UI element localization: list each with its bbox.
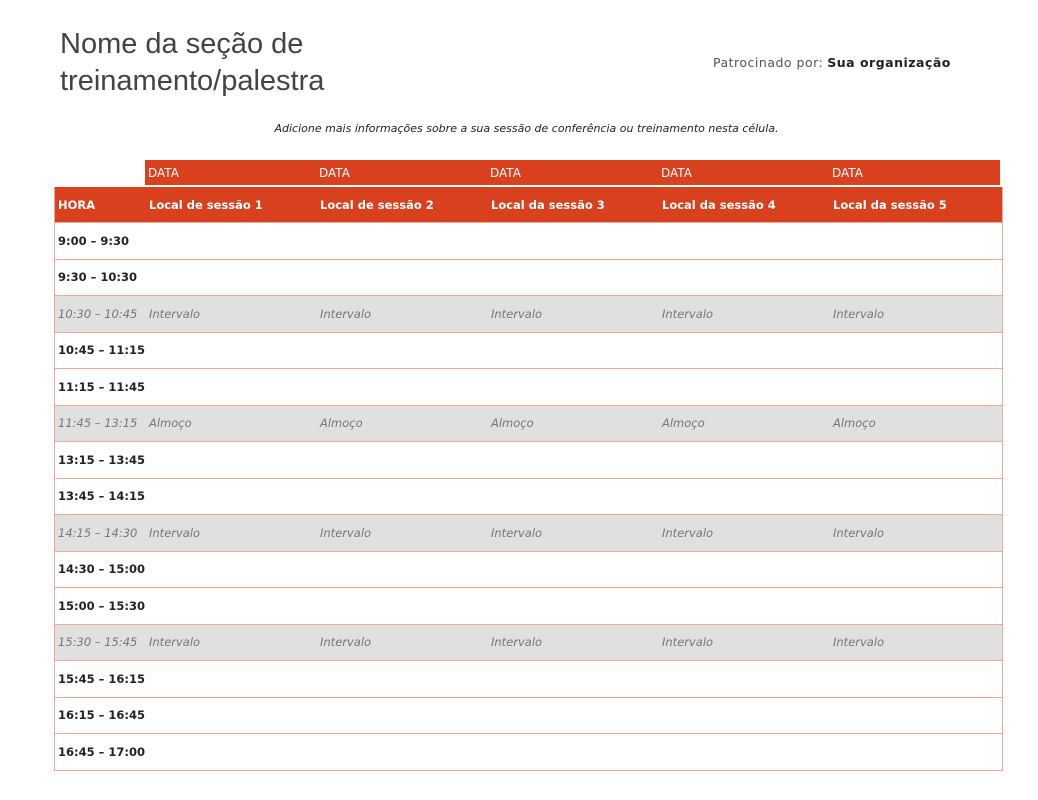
date-cell[interactable]: DATA bbox=[319, 166, 350, 180]
table-row bbox=[55, 660, 1002, 697]
time-cell[interactable]: 15:30 – 15:45 bbox=[58, 635, 138, 650]
session-cell[interactable]: Almoço bbox=[491, 416, 534, 431]
table-row bbox=[55, 332, 1002, 369]
session-cell[interactable]: Almoço bbox=[833, 416, 876, 431]
sponsor bbox=[713, 55, 951, 70]
time-cell[interactable]: 14:15 – 14:30 bbox=[58, 525, 138, 540]
header-location[interactable]: Local da sessão 5 bbox=[833, 197, 947, 212]
table-row bbox=[55, 441, 1002, 478]
time-cell[interactable]: 13:45 – 14:15 bbox=[58, 489, 145, 504]
header-row bbox=[55, 187, 1002, 222]
time-cell[interactable]: 13:15 – 13:45 bbox=[58, 452, 145, 467]
session-cell[interactable]: Intervalo bbox=[320, 635, 372, 650]
time-cell[interactable]: 11:15 – 11:45 bbox=[58, 379, 145, 394]
table-row bbox=[55, 368, 1002, 405]
table-row bbox=[55, 259, 1002, 296]
time-cell[interactable]: 10:45 – 11:15 bbox=[58, 343, 145, 358]
time-cell[interactable]: 11:45 – 13:15 bbox=[58, 416, 138, 431]
session-cell[interactable]: Intervalo bbox=[320, 525, 372, 540]
table-row bbox=[55, 478, 1002, 515]
date-row bbox=[145, 160, 1000, 185]
table-row bbox=[55, 222, 1002, 259]
session-cell[interactable]: Intervalo bbox=[662, 306, 714, 321]
header-location[interactable]: Local da sessão 4 bbox=[662, 197, 776, 212]
table-row bbox=[55, 733, 1002, 770]
time-cell[interactable]: 16:45 – 17:00 bbox=[58, 744, 145, 759]
time-cell[interactable]: 15:00 – 15:30 bbox=[58, 598, 145, 613]
time-cell[interactable]: 9:30 – 10:30 bbox=[58, 270, 137, 285]
table-row bbox=[55, 405, 1002, 442]
session-cell[interactable]: Almoço bbox=[662, 416, 705, 431]
schedule-table bbox=[54, 187, 1003, 771]
header-location[interactable]: Local de sessão 1 bbox=[149, 197, 263, 212]
time-cell[interactable]: 9:00 – 9:30 bbox=[58, 233, 129, 248]
header-location[interactable]: Local da sessão 3 bbox=[491, 197, 605, 212]
time-cell[interactable]: 10:30 – 10:45 bbox=[58, 306, 138, 321]
session-cell[interactable]: Intervalo bbox=[149, 306, 201, 321]
info-text: Adicione mais informações sobre a sua sessão de conferência ou treinamento nesta célula. bbox=[274, 122, 779, 135]
date-cell[interactable]: DATA bbox=[490, 166, 521, 180]
session-cell[interactable]: Almoço bbox=[149, 416, 192, 431]
header-time: HORA bbox=[58, 197, 96, 212]
session-cell[interactable]: Intervalo bbox=[491, 306, 543, 321]
table-row bbox=[55, 697, 1002, 734]
session-cell[interactable]: Intervalo bbox=[662, 525, 714, 540]
table-row bbox=[55, 514, 1002, 551]
session-cell[interactable]: Almoço bbox=[320, 416, 363, 431]
sponsor-value: Sua organização bbox=[827, 55, 951, 70]
session-cell[interactable]: Intervalo bbox=[491, 635, 543, 650]
date-cell[interactable]: DATA bbox=[832, 166, 863, 180]
date-cell[interactable]: DATA bbox=[148, 166, 179, 180]
table-row bbox=[55, 295, 1002, 332]
session-cell[interactable]: Intervalo bbox=[491, 525, 543, 540]
time-cell[interactable]: 15:45 – 16:15 bbox=[58, 671, 145, 686]
session-cell[interactable]: Intervalo bbox=[149, 525, 201, 540]
session-cell[interactable]: Intervalo bbox=[833, 635, 885, 650]
time-cell[interactable]: 16:15 – 16:45 bbox=[58, 708, 145, 723]
session-cell[interactable]: Intervalo bbox=[833, 525, 885, 540]
table-row bbox=[55, 624, 1002, 661]
header-location[interactable]: Local de sessão 2 bbox=[320, 197, 434, 212]
session-cell[interactable]: Intervalo bbox=[833, 306, 885, 321]
session-cell[interactable]: Intervalo bbox=[320, 306, 372, 321]
sponsor-label: Patrocinado por: bbox=[713, 55, 824, 70]
session-title: Nome da seção de treinamento/palestra bbox=[60, 28, 325, 97]
session-cell[interactable]: Intervalo bbox=[662, 635, 714, 650]
table-row bbox=[55, 551, 1002, 588]
table-row bbox=[55, 587, 1002, 624]
session-cell[interactable]: Intervalo bbox=[149, 635, 201, 650]
time-cell[interactable]: 14:30 – 15:00 bbox=[58, 562, 145, 577]
date-cell[interactable]: DATA bbox=[661, 166, 692, 180]
